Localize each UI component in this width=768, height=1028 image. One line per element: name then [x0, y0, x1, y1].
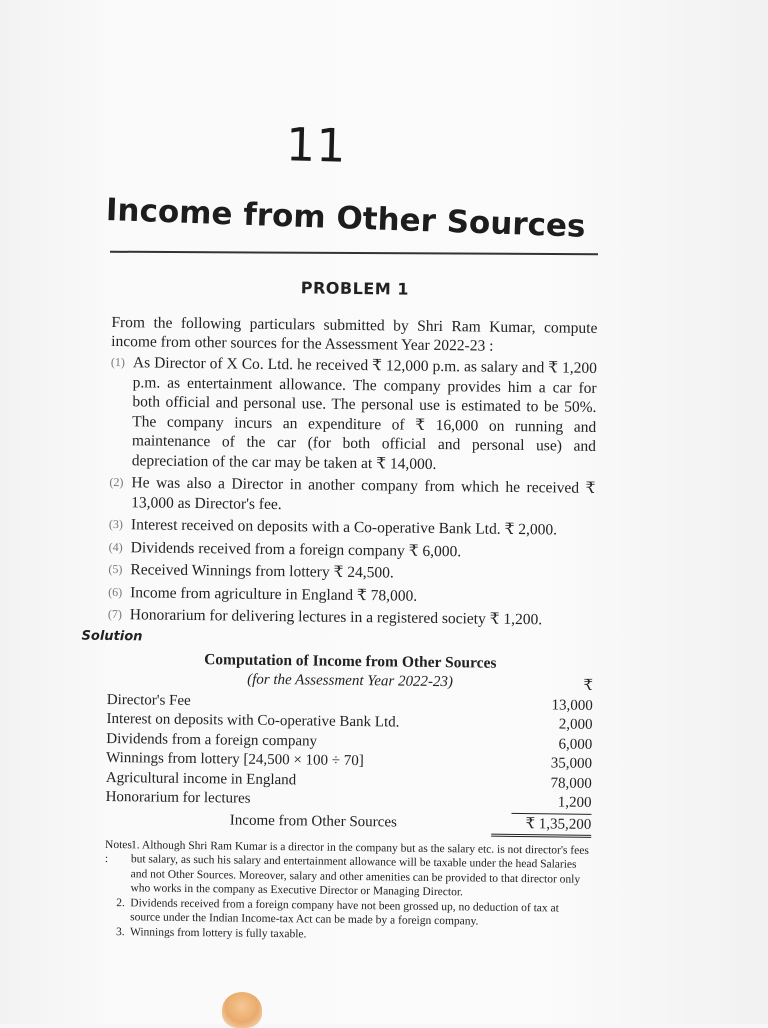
row-amount: 35,000	[550, 755, 593, 772]
finger-smudge	[222, 992, 262, 1028]
item-text: Income from agriculture in England ₹ 78,000.	[130, 583, 418, 605]
item-number: (7)	[107, 606, 122, 622]
row-label: Honorarium for lectures	[105, 788, 251, 807]
item-text: He was also a Director in another company from which he received ₹ 13,000 as Director's fee.	[131, 474, 596, 513]
item-text: Received Winnings from lottery ₹ 24,500.	[130, 561, 394, 582]
problem-intro: From the following particulars submitted by Shri Ram Kumar, compute income from other sources for the Assessment Year 2022-23 :	[111, 313, 598, 355]
problem-item	[109, 515, 595, 540]
total-label: Income from Other Sources	[229, 811, 397, 831]
item-number: (1)	[110, 354, 126, 370]
row-label: Interest on deposits with Co-operative Bank Ltd.	[106, 710, 400, 731]
notes-label: Notes :	[104, 838, 132, 865]
note-text: Dividends received from a foreign company have not been grossed up, no deduction of tax at source under the Indian Income-tax Act can be made by a foreign company.	[130, 896, 559, 928]
note-text: Winnings from lottery is fully taxable.	[129, 925, 307, 940]
item-number: (4)	[108, 539, 123, 554]
note-text: Although Shri Ram Kumar is a director in the company but as the salary etc. is not director's fees but salary, as such his salary and entertainment allowance will be taxable under the head Salaries and not Other Sources. Moreover, salary and other amenities can be provided to that director only who works in the company as Executive Director or Managing Director.	[130, 838, 589, 899]
row-amount: 1,200	[511, 793, 591, 814]
solution-label: Solution	[81, 628, 143, 644]
row-label: Director's Fee	[106, 691, 191, 709]
row-label: Dividends from a foreign company	[106, 730, 318, 750]
item-text: Honorarium for delivering lectures in a registered society ₹ 1,200.	[129, 606, 543, 629]
row-amount: 13,000	[551, 696, 593, 714]
problem-item	[109, 537, 595, 562]
problem-heading: PROBLEM 1	[300, 278, 410, 299]
row-label: Winnings from lottery [24,500 × 100 ÷ 70]	[106, 749, 364, 770]
problem-item	[109, 473, 595, 518]
note-number: 1.	[130, 838, 140, 851]
problem-item	[110, 353, 597, 476]
problem-items	[108, 353, 597, 630]
row-amount: 6,000	[558, 735, 593, 753]
row-label: Agricultural income in England	[105, 769, 297, 788]
item-number: (3)	[108, 516, 124, 532]
notes	[104, 837, 591, 944]
note-number: 2.	[116, 896, 126, 909]
computation-title: Computation of Income from Other Sources	[204, 650, 497, 672]
currency-header: ₹	[583, 677, 594, 694]
content-block	[81, 276, 598, 945]
computation-subtitle	[107, 669, 593, 692]
note-number: 3.	[115, 925, 125, 938]
item-text: As Director of X Co. Ltd. he received ₹ 12,000 p.m. as salary and ₹ 1,200 p.m. as entertainment allowance. The company provides him a car for both official and personal use. The personal use is estimated to be 50%. The company incurs an expenditure of ₹ 16,000 on running and maintenance of the car (for both official and personal use) and depreciation of the car may be taken at ₹ 14,000.	[131, 354, 598, 473]
item-number: (2)	[109, 474, 124, 490]
item-number: (5)	[108, 561, 123, 577]
total-row	[105, 808, 591, 837]
item-text: Dividends received from a foreign company ₹ 6,000.	[130, 538, 462, 560]
row-amount: 78,000	[550, 774, 592, 792]
item-number: (6)	[108, 584, 123, 599]
chapter-title: Income from Other Sources	[105, 192, 587, 245]
title-rule	[110, 251, 598, 256]
item-text: Interest received on deposits with a Co-operative Bank Ltd. ₹ 2,000.	[130, 516, 558, 539]
note	[104, 837, 591, 901]
row-amount: 2,000	[558, 716, 593, 733]
chapter-number: 11	[285, 117, 348, 173]
problem-item	[108, 560, 594, 585]
problem-item	[108, 605, 594, 630]
problem-item	[108, 582, 594, 607]
computation-table	[105, 690, 593, 837]
assessment-year: (for the Assessment Year 2022-23)	[247, 671, 454, 690]
total-amount: ₹ 1,35,200	[491, 813, 591, 837]
